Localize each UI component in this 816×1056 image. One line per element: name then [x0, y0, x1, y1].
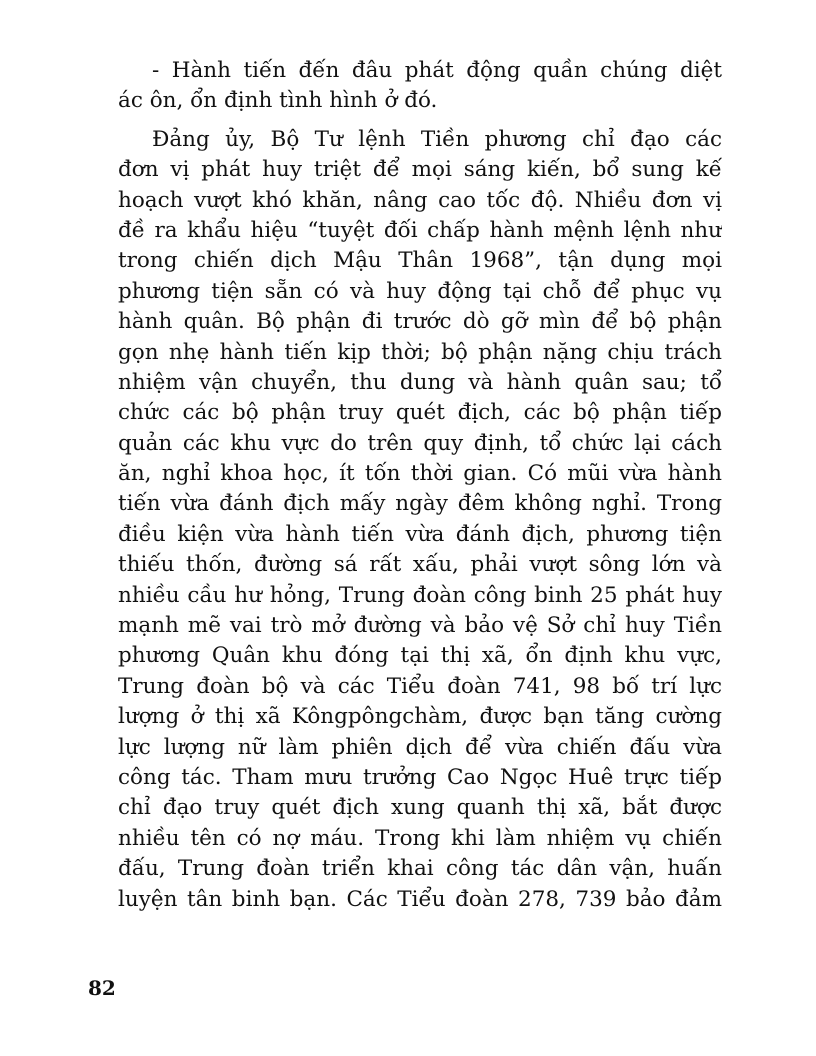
text-line: nhiều cầu hư hỏng, Trung đoàn công binh 25 phát huy: [118, 582, 722, 608]
text-line: hoạch vượt khó khăn, nâng cao tốc độ. Nhiều đơn vị: [118, 187, 722, 213]
text-line: tiến vừa đánh địch mấy ngày đêm không nghỉ. Trong: [118, 491, 722, 517]
text-line: gọn nhẹ hành tiến kịp thời; bộ phận nặng chịu trách: [118, 339, 722, 365]
text-line: nhiều tên có nợ máu. Trong khi làm nhiệm vụ chiến: [118, 825, 722, 851]
text-line: chỉ đạo truy quét địch xung quanh thị xã, bắt được: [118, 795, 722, 821]
text-line: ăn, nghỉ khoa học, ít tốn thời gian. Có mũi vừa hành: [118, 461, 722, 487]
text-line: công tác. Tham mưu trưởng Cao Ngọc Huê trực tiếp: [118, 764, 722, 790]
text-line: lượng ở thị xã Kôngpôngchàm, được bạn tăng cường: [118, 704, 722, 730]
text-line: quản các khu vực do trên quy định, tổ chức lại cách: [118, 430, 722, 456]
page-number: 82: [88, 976, 116, 1000]
text-line: trong chiến dịch Mậu Thân 1968”, tận dụng mọi: [118, 248, 722, 274]
text-line: điều kiện vừa hành tiến vừa đánh địch, phương tiện: [118, 521, 722, 547]
text-line: thiếu thốn, đường sá rất xấu, phải vượt sông lớn và: [118, 552, 722, 578]
text-line: hành quân. Bộ phận đi trước dò gỡ mìn để bộ phận: [118, 309, 722, 335]
text-line: lực lượng nữ làm phiên dịch để vừa chiến đấu vừa: [118, 734, 722, 760]
text-line: đấu, Trung đoàn triển khai công tác dân vận, huấn: [118, 856, 722, 882]
text-line: phương tiện sẵn có và huy động tại chỗ để phục vụ: [118, 278, 722, 304]
text-line: đề ra khẩu hiệu “tuyệt đối chấp hành mệnh lệnh như: [118, 217, 722, 243]
text-line: mạnh mẽ vai trò mở đường và bảo vệ Sở chỉ huy Tiền: [118, 613, 722, 639]
text-line: Đảng ủy, Bộ Tư lệnh Tiền phương chỉ đạo các: [152, 126, 722, 152]
text-line: luyện tân binh bạn. Các Tiểu đoàn 278, 739 bảo đảm: [118, 886, 722, 912]
paragraph-1: [118, 56, 722, 117]
body-text: [118, 56, 722, 915]
text-line: nhiệm vận chuyển, thu dung và hành quân sau; tổ: [118, 369, 722, 395]
text-line: đơn vị phát huy triệt để mọi sáng kiến, bổ sung kế: [118, 157, 722, 183]
text-line: - Hành tiến đến đâu phát động quần chúng diệt: [152, 58, 722, 83]
text-line: ác ôn, ổn định tình hình ở đó.: [118, 88, 438, 114]
text-line: Trung đoàn bộ và các Tiểu đoàn 741, 98 bố trí lực: [118, 673, 722, 699]
paragraph-2: [118, 125, 722, 915]
text-line: phương Quân khu đóng tại thị xã, ổn định khu vực,: [118, 643, 722, 669]
text-line: chức các bộ phận truy quét địch, các bộ phận tiếp: [118, 400, 722, 426]
